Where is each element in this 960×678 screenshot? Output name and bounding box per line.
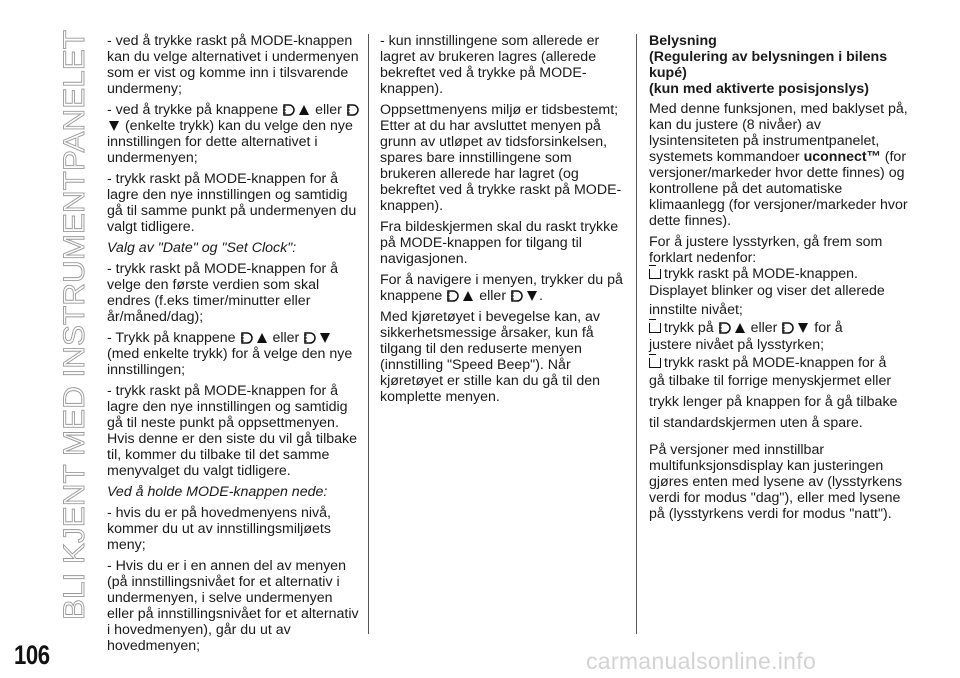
text: trykk på	[664, 320, 714, 336]
paragraph: - trykk raskt på MODE-knappen for å lagre den nye innstillingen og samtidig gå til neste punkt på oppsettmenyen. Hvis denne er den siste du vil gå tilbake til, kommer du tilbake til det samme menyvalget du valgt tidligere.	[107, 383, 357, 479]
bullet-item	[649, 355, 911, 371]
down-arrow-icon	[798, 323, 808, 333]
paragraph: På versjoner med innstillbar multifunksjonsdisplay kan justeringen gjøres enten med lysene av (lysstyrkens verdi for modus "dag"), eller med lysene på (lysstyrkens verdi for modus "natt").	[649, 442, 903, 522]
page-number: 106	[14, 640, 50, 670]
bullet-icon	[649, 269, 661, 279]
heading-line: Belysning	[649, 33, 717, 49]
paragraph: Med kjøretøyet i bevegelse kan, av sikkerhetsmessige årsaker, kun få tilgang til den reduserte menyen (innstilling "Speed Beep"). Når kjøretøyet er stille kan du gå til den komplette menyen.	[380, 309, 601, 405]
text: For å justere lysstyrken, gå frem som forklart nedenfor:	[649, 234, 883, 266]
section-title-vertical	[6, 0, 91, 678]
day-mode-icon	[510, 289, 525, 303]
down-arrow-icon	[109, 121, 119, 131]
column-divider-2	[636, 34, 637, 634]
bullet-item	[649, 320, 911, 336]
paragraph: Fra bildeskjermen skal du raskt trykke på MODE-knappen for tilgang til navigasjonen.	[380, 219, 619, 267]
paragraph	[649, 101, 911, 229]
up-arrow-icon	[257, 333, 267, 343]
section-heading	[649, 33, 911, 97]
column-1	[107, 33, 363, 659]
paragraph	[380, 272, 625, 304]
paragraph	[107, 102, 363, 166]
text: for å	[814, 320, 843, 336]
bullet-icon	[649, 358, 661, 368]
text: Med denne funksjonen, med baklyset på, kan du justere (8 nivåer) av lysintensiteten på instrumentpanelet, systemets kommandoer	[649, 101, 908, 165]
text: trykk raskt på MODE-knappen for å	[664, 355, 887, 371]
day-mode-icon	[346, 103, 361, 117]
down-arrow-icon	[527, 291, 537, 301]
text: For å navigere i menyen, trykker du på knappene	[380, 272, 623, 304]
heading-line: (Regulering av belysningen i bilens kupé)	[649, 49, 888, 81]
paragraph: Oppsettmenyens miljø er tidsbestemt; Etter at du har avsluttet menyen på grunn av utløpet av tidsforsinkelsen, spares bare innstillingene som brukeren allerede har lagret (og bekreftet ved å trykke raskt på MODE-knappen).	[380, 102, 622, 214]
text: - Trykk på knappene	[107, 330, 236, 346]
paragraph: - kun innstillingene som allerede er lagret av brukeren lagres (allerede bekreftet ved å trykke på MODE-knappen).	[380, 33, 600, 97]
paragraph: justere nivået på lysstyrken;	[649, 337, 825, 353]
text: - ved å trykke på knappene	[107, 102, 279, 118]
column-divider-1	[368, 34, 369, 634]
text: eller	[315, 102, 342, 118]
text: eller	[750, 320, 778, 336]
section-title-svg	[6, 0, 91, 678]
up-arrow-icon	[463, 291, 473, 301]
day-mode-icon	[282, 103, 297, 117]
heading-line: (kun med aktiverte posisjonslys)	[649, 81, 869, 97]
day-mode-icon	[303, 331, 318, 345]
down-arrow-icon	[320, 333, 330, 343]
paragraph: - ved å trykke raskt på MODE-knappen kan du velge alternativet i undermenyen som er vist og komme inn i tilsvarende undermeny;	[107, 33, 359, 97]
paragraph: til standardskjermen uten å spare.	[649, 415, 863, 431]
paragraph: gå tilbake til forrige menyskjermet eller	[649, 373, 892, 389]
bullet-icon	[649, 323, 661, 333]
text: eller	[272, 330, 300, 346]
paragraph: - Hvis du er i en annen del av menyen (på innstillingsnivået for et alternativ i undermenyen, i selve undermenyen eller på innstillingsnivået for et alternativ i hovedmenyen), går du ut av hovedmenyen;	[107, 558, 359, 654]
paragraph: trykk lenger på knappen for å gå tilbake	[649, 394, 898, 410]
paragraph: - trykk raskt på MODE-knappen for å velge den første verdien som skal endres (f.eks timer/minutter eller år/måned/dag);	[107, 261, 339, 325]
text: (med enkelte trykk) for å velge den nye innstillingen;	[107, 346, 353, 378]
text: (for versjoner/markeder hvor dette finnes) og kontrollene på det automatiske klimaanlegg (for versjoner/markeder hvor dette finnes).	[649, 149, 908, 229]
paragraph: Displayet blinker og viser det allerede innstilte nivået;	[649, 283, 885, 318]
day-mode-icon	[781, 321, 796, 335]
day-mode-icon	[718, 321, 733, 335]
up-arrow-icon	[735, 323, 745, 333]
day-mode-icon	[446, 289, 461, 303]
brand-name: uconnect™	[803, 149, 881, 165]
text: trykk raskt på MODE-knappen.	[664, 266, 858, 282]
text: .	[539, 288, 543, 304]
column-3	[649, 33, 911, 527]
section-title-text: BLI KJENT MED INSTRUMENTPANELET	[58, 57, 91, 620]
paragraph: - hvis du er på hovedmenyens nivå, kommer du ut av innstillingsmiljøets meny;	[107, 505, 331, 553]
text: eller	[479, 288, 507, 304]
column-2	[380, 33, 625, 410]
paragraph	[107, 330, 363, 378]
watermark: carmanualsonline.info	[586, 648, 817, 674]
text: (enkelte trykk) kan du velge den nye innstillingen for dette alternativet i undermenyen;	[107, 118, 353, 166]
up-arrow-icon	[299, 105, 309, 115]
bullet-item	[649, 266, 911, 282]
paragraph: - trykk raskt på MODE-knappen for å lagre den nye innstillingen og samtidig gå til samme punkt på undermenyen du valgt tidligere.	[107, 171, 357, 235]
paragraph-italic: Valg av "Date" og "Set Clock":	[107, 240, 297, 256]
day-mode-icon	[240, 331, 255, 345]
paragraph	[649, 234, 911, 266]
paragraph-italic: Ved å holde MODE-knappen nede:	[107, 484, 328, 500]
